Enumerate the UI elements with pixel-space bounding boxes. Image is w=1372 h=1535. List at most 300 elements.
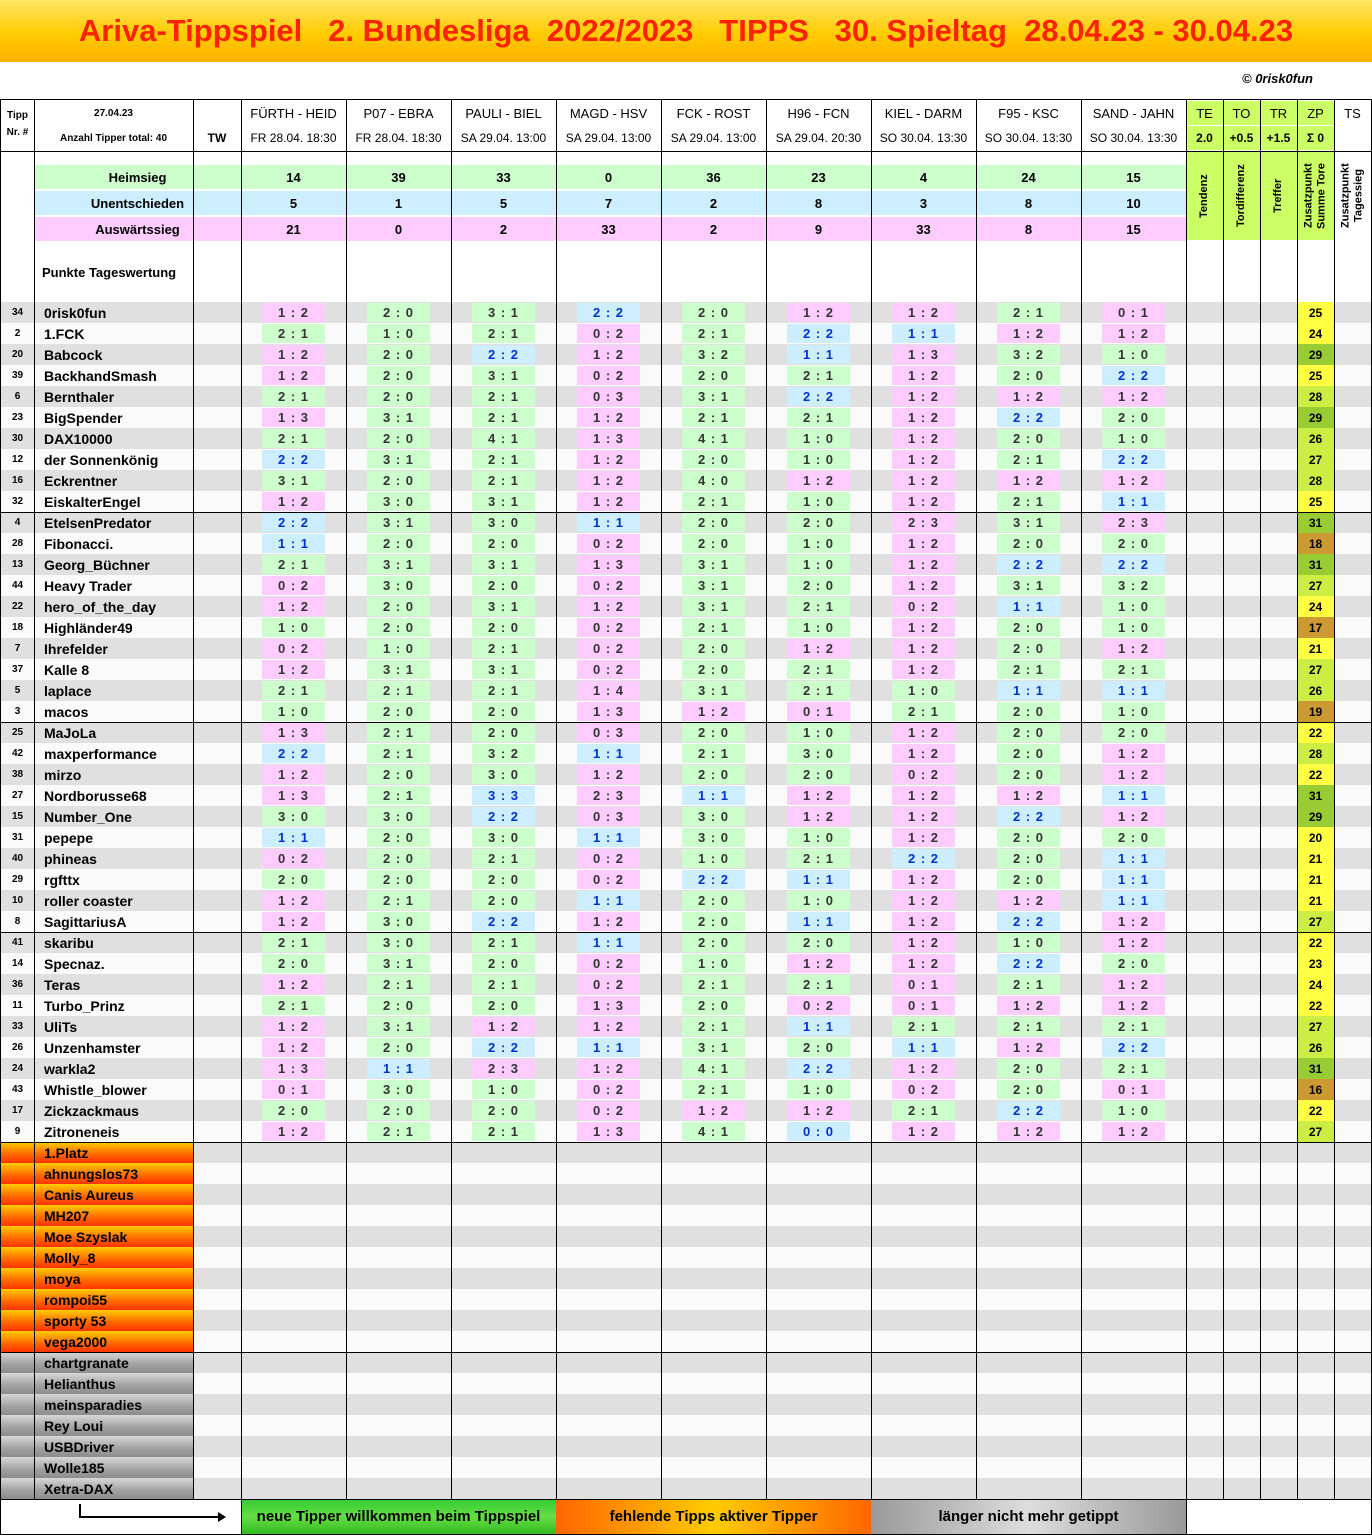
tip-cell: 3 : 0 (367, 1080, 430, 1099)
tip-cell: 3 : 0 (472, 765, 535, 784)
tip-cell: 2 : 0 (682, 639, 745, 658)
tip-cell: 1 : 1 (1102, 492, 1165, 511)
tip-cell: 1 : 1 (682, 786, 745, 805)
missing-name: MH207 (1, 1205, 193, 1226)
extra-head: TR (1260, 101, 1297, 125)
tip-cell: 1 : 2 (577, 597, 640, 616)
divider (1260, 99, 1261, 1499)
tip-cell: 2 : 2 (262, 744, 325, 763)
tip-cell: 0 : 2 (577, 534, 640, 553)
divider (1223, 99, 1224, 1499)
divider (346, 99, 347, 1499)
tip-cell: 2 : 0 (367, 870, 430, 889)
tip-cell: 1 : 2 (1102, 744, 1165, 763)
match-time: SA 29.04. 13:00 (460, 131, 547, 145)
tip-cell: 0 : 1 (787, 702, 850, 721)
zp-cell: 20 (1297, 827, 1334, 848)
tip-cell: 2 : 0 (472, 723, 535, 742)
tip-cell: 1 : 2 (262, 366, 325, 385)
tip-cell: 2 : 0 (682, 534, 745, 553)
player-name: Whistle_blower (44, 1081, 147, 1098)
tip-cell: 2 : 1 (367, 681, 430, 700)
tip-cell: 1 : 2 (787, 954, 850, 973)
legend-inactive: länger nicht mehr getippt (871, 1499, 1186, 1534)
extra-side: Tordifferenz (1223, 152, 1260, 240)
tip-cell: 3 : 1 (472, 660, 535, 679)
player-name: SagittariusA (44, 913, 127, 930)
tip-cell: 2 : 0 (997, 639, 1060, 658)
tip-cell: 2 : 0 (997, 765, 1060, 784)
zp-cell: 26 (1297, 1037, 1334, 1058)
tw-label: TW (207, 131, 227, 145)
tip-cell: 1 : 1 (892, 324, 955, 343)
player-name: DAX10000 (44, 430, 113, 447)
dist-heim: 36 (661, 165, 766, 189)
tip-cell: 1 : 2 (892, 870, 955, 889)
player-nr: 14 (11, 958, 24, 969)
player-nr: 12 (11, 454, 24, 465)
table-row (1, 1457, 1371, 1478)
match-pair: P07 - EBRA (363, 105, 434, 121)
tip-cell: 2 : 0 (472, 891, 535, 910)
tip-cell: 3 : 0 (367, 933, 430, 952)
tip-cell: 1 : 0 (787, 534, 850, 553)
tip-cell: 2 : 0 (997, 366, 1060, 385)
tip-cell: 1 : 0 (787, 618, 850, 637)
player-nr: 38 (11, 769, 24, 780)
dist-heim: 0 (556, 165, 661, 189)
divider (0, 1142, 1372, 1143)
zp-cell: 16 (1297, 1079, 1334, 1100)
extra-head: TS (1334, 101, 1371, 125)
tip-cell: 2 : 1 (262, 387, 325, 406)
tip-cell: 1 : 2 (892, 723, 955, 742)
tip-cell: 2 : 0 (787, 765, 850, 784)
player-nr: 7 (14, 643, 21, 654)
tip-cell: 2 : 0 (1102, 408, 1165, 427)
zp-cell: 28 (1297, 386, 1334, 407)
tip-cell: 1 : 2 (577, 450, 640, 469)
zp-cell: 21 (1297, 848, 1334, 869)
player-name: hero_of_the_day (44, 598, 157, 615)
tip-cell: 1 : 2 (787, 639, 850, 658)
tip-cell: 3 : 1 (262, 471, 325, 490)
tip-cell: 3 : 0 (367, 807, 430, 826)
tip-cell: 2 : 1 (367, 723, 430, 742)
divider (0, 932, 1372, 933)
tip-cell: 1 : 0 (787, 891, 850, 910)
zp-cell: 27 (1297, 449, 1334, 470)
tip-cell: 2 : 1 (472, 1122, 535, 1141)
player-nr: 27 (11, 790, 24, 801)
arrow-right-icon (70, 1500, 230, 1530)
tip-cell: 0 : 2 (787, 996, 850, 1015)
tip-cell: 1 : 2 (1102, 807, 1165, 826)
tip-cell: 1 : 2 (892, 660, 955, 679)
table-row (1, 1289, 1371, 1310)
tip-cell: 2 : 0 (367, 597, 430, 616)
zp-cell: 27 (1297, 659, 1334, 680)
tip-cell: 1 : 1 (367, 1059, 430, 1078)
tip-cell: 1 : 2 (892, 555, 955, 574)
tip-cell: 1 : 2 (892, 912, 955, 931)
tip-cell: 3 : 1 (367, 408, 430, 427)
tip-cell: 1 : 3 (577, 996, 640, 1015)
tip-cell: 2 : 2 (472, 912, 535, 931)
tip-cell: 2 : 2 (577, 303, 640, 322)
tip-cell: 1 : 2 (787, 786, 850, 805)
player-name: maxperformance (44, 745, 157, 762)
player-name: Zickzackmaus (44, 1102, 139, 1119)
tip-cell: 2 : 0 (682, 513, 745, 532)
zp-cell: 31 (1297, 785, 1334, 806)
divider (34, 99, 35, 1499)
tip-cell: 3 : 1 (367, 513, 430, 532)
missing-name: moya (1, 1268, 193, 1289)
tip-cell: 1 : 2 (892, 408, 955, 427)
tip-cell: 1 : 1 (1102, 681, 1165, 700)
tip-cell: 0 : 2 (577, 366, 640, 385)
tip-cell: 2 : 0 (262, 870, 325, 889)
player-nr: 5 (14, 685, 21, 696)
player-name: pepepe (44, 829, 94, 846)
tip-cell: 2 : 2 (997, 1101, 1060, 1120)
tip-cell: 1 : 2 (1102, 1122, 1165, 1141)
zp-cell: 22 (1297, 764, 1334, 785)
tip-cell: 3 : 0 (262, 807, 325, 826)
tip-cell: 1 : 1 (997, 597, 1060, 616)
zp-cell: 22 (1297, 722, 1334, 743)
table-row (1, 1163, 1371, 1184)
tip-cell: 1 : 2 (1102, 471, 1165, 490)
match-time: FR 28.04. 18:30 (355, 131, 442, 145)
player-name: mirzo (44, 766, 82, 783)
tip-cell: 2 : 1 (892, 702, 955, 721)
zp-cell: 25 (1297, 491, 1334, 512)
tip-cell: 2 : 0 (367, 534, 430, 553)
legend-missing: fehlende Tipps aktiver Tipper (556, 1499, 871, 1534)
extra-side: Zusatzpunkt Summe Tore (1297, 152, 1334, 240)
player-nr: 16 (11, 475, 24, 486)
divider (1186, 99, 1187, 1499)
tip-cell: 0 : 2 (577, 954, 640, 973)
dist-ausw: 8 (976, 217, 1081, 241)
extra-head: TE (1186, 101, 1223, 125)
tip-cell: 1 : 1 (892, 1038, 955, 1057)
tip-cell: 2 : 0 (787, 1038, 850, 1057)
tip-cell: 2 : 0 (682, 303, 745, 322)
player-name: laplace (44, 682, 92, 699)
tip-cell: 1 : 2 (577, 408, 640, 427)
tip-cell: 2 : 2 (787, 324, 850, 343)
divider (0, 512, 1372, 513)
nr-label: Nr. # (6, 126, 29, 138)
dist-ausw: 33 (871, 217, 976, 241)
tip-cell: 3 : 1 (367, 954, 430, 973)
tip-cell: 2 : 0 (997, 618, 1060, 637)
divider (976, 99, 977, 1499)
tip-cell: 2 : 1 (997, 975, 1060, 994)
tip-cell: 1 : 0 (682, 849, 745, 868)
tip-cell: 2 : 0 (367, 996, 430, 1015)
tip-cell: 1 : 2 (577, 765, 640, 784)
tip-cell: 2 : 2 (1102, 555, 1165, 574)
tip-cell: 2 : 1 (892, 1017, 955, 1036)
tip-cell: 2 : 1 (787, 597, 850, 616)
inactive-name: Xetra-DAX (1, 1478, 193, 1499)
tip-cell: 0 : 3 (577, 807, 640, 826)
tip-cell: 2 : 0 (472, 534, 535, 553)
tip-cell: 2 : 1 (787, 975, 850, 994)
tip-cell: 2 : 3 (892, 513, 955, 532)
dist-ausw: 9 (766, 217, 871, 241)
divider (241, 1499, 242, 1535)
tip-cell: 2 : 1 (262, 996, 325, 1015)
table-row (1, 1394, 1371, 1415)
tip-cell: 1 : 2 (682, 1101, 745, 1120)
player-nr: 28 (11, 538, 24, 549)
player-nr: 4 (14, 517, 21, 528)
tip-cell: 1 : 2 (892, 534, 955, 553)
tip-cell: 1 : 0 (787, 723, 850, 742)
tip-cell: 3 : 2 (997, 345, 1060, 364)
zp-cell: 28 (1297, 743, 1334, 764)
punkte-label: Punkte Tageswertung (42, 264, 177, 280)
tip-cell: 1 : 2 (997, 324, 1060, 343)
tip-cell: 2 : 1 (367, 744, 430, 763)
tip-cell: 2 : 1 (787, 408, 850, 427)
zp-cell: 24 (1297, 974, 1334, 995)
tip-cell: 3 : 1 (472, 555, 535, 574)
dist-heim: 4 (871, 165, 976, 189)
page-title: Ariva-Tippspiel 2. Bundesliga 2022/2023 TIPPS 30. Spieltag 28.04.23 - 30.04.23 (0, 0, 1372, 62)
missing-name: Canis Aureus (1, 1184, 193, 1205)
zp-cell: 31 (1297, 554, 1334, 575)
match-time: SA 29.04. 13:00 (670, 131, 757, 145)
date-label: 27.04.23 (94, 107, 133, 119)
tip-cell: 1 : 3 (577, 1122, 640, 1141)
tip-cell: 1 : 3 (262, 786, 325, 805)
tip-cell: 3 : 0 (472, 828, 535, 847)
tip-cell: 2 : 0 (682, 660, 745, 679)
tip-cell: 1 : 2 (472, 1017, 535, 1036)
tip-cell: 1 : 2 (787, 471, 850, 490)
player-name: Fibonacci. (44, 535, 114, 552)
tip-cell: 2 : 1 (472, 450, 535, 469)
tip-cell: 2 : 2 (997, 954, 1060, 973)
tip-cell: 2 : 0 (997, 849, 1060, 868)
tip-cell: 2 : 0 (997, 1059, 1060, 1078)
tip-cell: 1 : 2 (1102, 933, 1165, 952)
tip-cell: 2 : 0 (367, 429, 430, 448)
divider (871, 99, 872, 1499)
tip-cell: 2 : 0 (367, 828, 430, 847)
divider (0, 99, 1, 1499)
tip-cell: 1 : 2 (892, 618, 955, 637)
divider (0, 151, 1372, 152)
tip-cell: 1 : 1 (577, 744, 640, 763)
player-name: Specnaz. (44, 955, 105, 972)
tip-cell: 3 : 1 (472, 303, 535, 322)
table-row (1, 1142, 1371, 1163)
tip-cell: 2 : 0 (997, 828, 1060, 847)
tip-cell: 2 : 0 (997, 870, 1060, 889)
player-nr: 23 (11, 412, 24, 423)
player-name: warkla2 (44, 1060, 96, 1077)
tip-cell: 3 : 2 (472, 744, 535, 763)
player-name: rgfttx (44, 871, 80, 888)
dist-ausw: 15 (1081, 217, 1186, 241)
tip-cell: 2 : 0 (997, 744, 1060, 763)
tip-cell: 1 : 0 (1102, 618, 1165, 637)
tip-cell: 1 : 0 (787, 828, 850, 847)
tip-cell: 1 : 2 (577, 1017, 640, 1036)
tip-cell: 1 : 2 (892, 807, 955, 826)
player-name: Ihrefelder (44, 640, 108, 657)
tip-cell: 2 : 1 (472, 849, 535, 868)
tip-cell: 3 : 0 (472, 513, 535, 532)
tip-cell: 0 : 2 (577, 324, 640, 343)
zp-cell: 24 (1297, 596, 1334, 617)
tip-cell: 0 : 1 (892, 975, 955, 994)
player-nr: 26 (11, 1042, 24, 1053)
tip-cell: 1 : 0 (1102, 429, 1165, 448)
divider (1334, 99, 1335, 1499)
tip-cell: 1 : 3 (262, 1059, 325, 1078)
tip-cell: 1 : 0 (367, 639, 430, 658)
tip-cell: 0 : 1 (892, 996, 955, 1015)
tip-cell: 0 : 0 (787, 1122, 850, 1141)
tip-cell: 2 : 2 (472, 807, 535, 826)
tip-cell: 0 : 1 (1102, 303, 1165, 322)
tip-cell: 1 : 1 (262, 534, 325, 553)
tip-cell: 1 : 2 (787, 303, 850, 322)
player-nr: 33 (11, 1021, 24, 1032)
tip-cell: 2 : 3 (577, 786, 640, 805)
table-row (1, 1268, 1371, 1289)
tip-cell: 0 : 2 (892, 597, 955, 616)
tip-cell: 2 : 1 (1102, 660, 1165, 679)
tip-cell: 1 : 1 (577, 933, 640, 952)
tip-cell: 3 : 1 (367, 450, 430, 469)
tip-cell: 1 : 2 (1102, 639, 1165, 658)
tip-cell: 2 : 1 (787, 849, 850, 868)
tip-cell: 0 : 2 (577, 1080, 640, 1099)
divider (451, 99, 452, 1499)
tip-cell: 1 : 2 (892, 954, 955, 973)
tip-cell: 1 : 2 (262, 765, 325, 784)
player-nr: 37 (11, 664, 24, 675)
match-pair: FÜRTH - HEID (250, 105, 337, 121)
tip-cell: 2 : 1 (262, 324, 325, 343)
tip-cell: 1 : 3 (577, 702, 640, 721)
tip-cell: 2 : 0 (997, 702, 1060, 721)
player-name: UliTs (44, 1018, 78, 1035)
missing-name: sporty 53 (1, 1310, 193, 1331)
tip-cell: 0 : 2 (577, 849, 640, 868)
tip-cell: 1 : 2 (262, 492, 325, 511)
dist-label-heim: Heimsieg (34, 165, 241, 189)
tip-cell: 2 : 0 (682, 912, 745, 931)
player-nr: 8 (14, 916, 21, 927)
match-time: SO 30.04. 13:30 (1089, 131, 1178, 145)
tip-cell: 2 : 0 (367, 366, 430, 385)
tip-cell: 1 : 0 (787, 450, 850, 469)
dist-heim: 23 (766, 165, 871, 189)
player-nr: 44 (11, 580, 24, 591)
zp-cell: 18 (1297, 533, 1334, 554)
tip-cell: 3 : 1 (682, 681, 745, 700)
table-row (1, 1226, 1371, 1247)
tip-cell: 1 : 2 (892, 429, 955, 448)
tip-cell: 1 : 1 (787, 345, 850, 364)
tip-cell: 3 : 1 (682, 597, 745, 616)
tip-cell: 1 : 2 (997, 786, 1060, 805)
match-time: SO 30.04. 13:30 (879, 131, 968, 145)
extra-sub: +1.5 (1260, 126, 1297, 150)
tip-cell: 4 : 1 (682, 1122, 745, 1141)
tip-cell: 2 : 0 (472, 618, 535, 637)
player-nr: 17 (11, 1105, 24, 1116)
tip-cell: 1 : 2 (892, 639, 955, 658)
player-name: roller coaster (44, 892, 133, 909)
tip-cell: 0 : 1 (1102, 1080, 1165, 1099)
match-pair: F95 - KSC (998, 105, 1059, 121)
player-name: Bernthaler (44, 388, 115, 405)
tip-cell: 2 : 1 (1102, 1017, 1165, 1036)
tip-cell: 1 : 1 (1102, 786, 1165, 805)
divider (1081, 99, 1082, 1499)
player-name: 0risk0fun (44, 304, 107, 321)
copyright: © 0risk0fun (1242, 71, 1313, 86)
tip-cell: 2 : 1 (787, 366, 850, 385)
player-nr: 10 (11, 895, 24, 906)
inactive-name: Rey Loui (1, 1415, 193, 1436)
tip-cell: 2 : 1 (472, 324, 535, 343)
tip-cell: 2 : 0 (682, 891, 745, 910)
zp-cell: 25 (1297, 302, 1334, 323)
tip-cell: 2 : 2 (262, 450, 325, 469)
tip-cell: 2 : 2 (787, 387, 850, 406)
tip-cell: 3 : 1 (682, 387, 745, 406)
tip-cell: 3 : 0 (367, 492, 430, 511)
tip-cell: 1 : 0 (1102, 702, 1165, 721)
tip-cell: 1 : 1 (1102, 870, 1165, 889)
tip-cell: 2 : 0 (472, 702, 535, 721)
player-nr: 24 (11, 1063, 24, 1074)
tip-cell: 0 : 2 (577, 870, 640, 889)
tip-cell: 1 : 2 (1102, 996, 1165, 1015)
tip-cell: 2 : 2 (1102, 450, 1165, 469)
tip-cell: 2 : 1 (367, 1122, 430, 1141)
tip-cell: 1 : 0 (472, 1080, 535, 1099)
zp-cell: 26 (1297, 428, 1334, 449)
divider (1297, 99, 1298, 1499)
player-nr: 20 (11, 349, 24, 360)
zp-cell: 25 (1297, 365, 1334, 386)
tip-cell: 1 : 2 (262, 912, 325, 931)
extra-sub: +0.5 (1223, 126, 1260, 150)
zp-cell: 31 (1297, 512, 1334, 533)
player-nr: 32 (11, 496, 24, 507)
tip-cell: 2 : 0 (367, 387, 430, 406)
tip-cell: 0 : 2 (577, 639, 640, 658)
tip-cell: 1 : 3 (577, 429, 640, 448)
dist-heim: 15 (1081, 165, 1186, 189)
table-row (1, 1478, 1371, 1499)
zp-cell: 21 (1297, 869, 1334, 890)
dist-heim: 14 (241, 165, 346, 189)
